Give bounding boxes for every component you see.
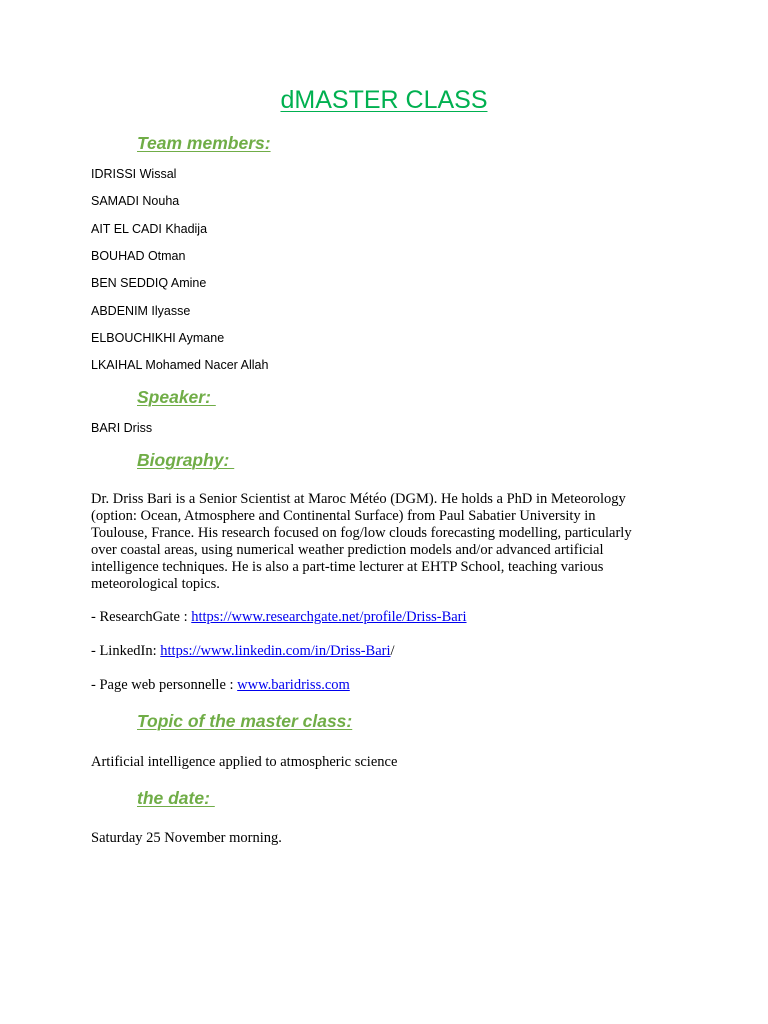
topic-heading: Topic of the master class: <box>137 711 353 731</box>
researchgate-label: - ResearchGate : <box>91 609 192 625</box>
date-heading: the date: <box>137 788 215 808</box>
date-text: Saturday 25 November morning. <box>91 830 282 846</box>
biography-heading: Biography: <box>137 450 235 470</box>
team-member: ELBOUCHIKHI Aymane <box>91 331 225 345</box>
biography-line: Dr. Driss Bari is a Senior Scientist at Maroc Météo (DGM). He holds a PhD in Meteorology <box>91 491 626 507</box>
biography-line: (option: Ocean, Atmosphere and Continental Surface) from Paul Sabatier University in <box>91 508 596 524</box>
document-title: dMASTER CLASS <box>280 86 488 114</box>
researchgate-line <box>91 609 467 626</box>
linkedin-link[interactable]: https://www.linkedin.com/in/Driss-Bari <box>160 643 391 659</box>
team-member: LKAIHAL Mohamed Nacer Allah <box>91 358 269 372</box>
biography-line: meteorological topics. <box>91 576 220 592</box>
team-member: BOUHAD Otman <box>91 249 186 263</box>
speaker-heading: Speaker: <box>137 387 216 407</box>
website-label: - Page web personnelle : <box>91 677 238 693</box>
website-link[interactable]: www.baridriss.com <box>237 677 350 693</box>
biography-line: over coastal areas, using numerical weather prediction models and/or advanced artificial <box>91 542 604 558</box>
team-member: BEN SEDDIQ Amine <box>91 276 207 290</box>
biography-line: intelligence techniques. He is also a part-time lecturer at EHTP School, teaching various <box>91 559 604 575</box>
linkedin-line <box>91 643 395 660</box>
team-member: SAMADI Nouha <box>91 194 180 208</box>
website-line <box>91 677 350 694</box>
team-member: IDRISSI Wissal <box>91 167 177 181</box>
speaker-name: BARI Driss <box>91 421 153 435</box>
team-members-heading: Team members: <box>137 133 271 153</box>
biography-text <box>91 491 681 593</box>
linkedin-suffix: / <box>390 643 395 659</box>
team-member: ABDENIM Ilyasse <box>91 304 191 318</box>
biography-line: Toulouse, France. His research focused on fog/low clouds forecasting modelling, particularly <box>91 525 632 541</box>
topic-text: Artificial intelligence applied to atmospheric science <box>91 754 398 770</box>
researchgate-link[interactable]: https://www.researchgate.net/profile/Driss-Bari <box>191 609 467 625</box>
team-member: AIT EL CADI Khadija <box>91 222 208 236</box>
linkedin-label: - LinkedIn: <box>91 643 161 659</box>
